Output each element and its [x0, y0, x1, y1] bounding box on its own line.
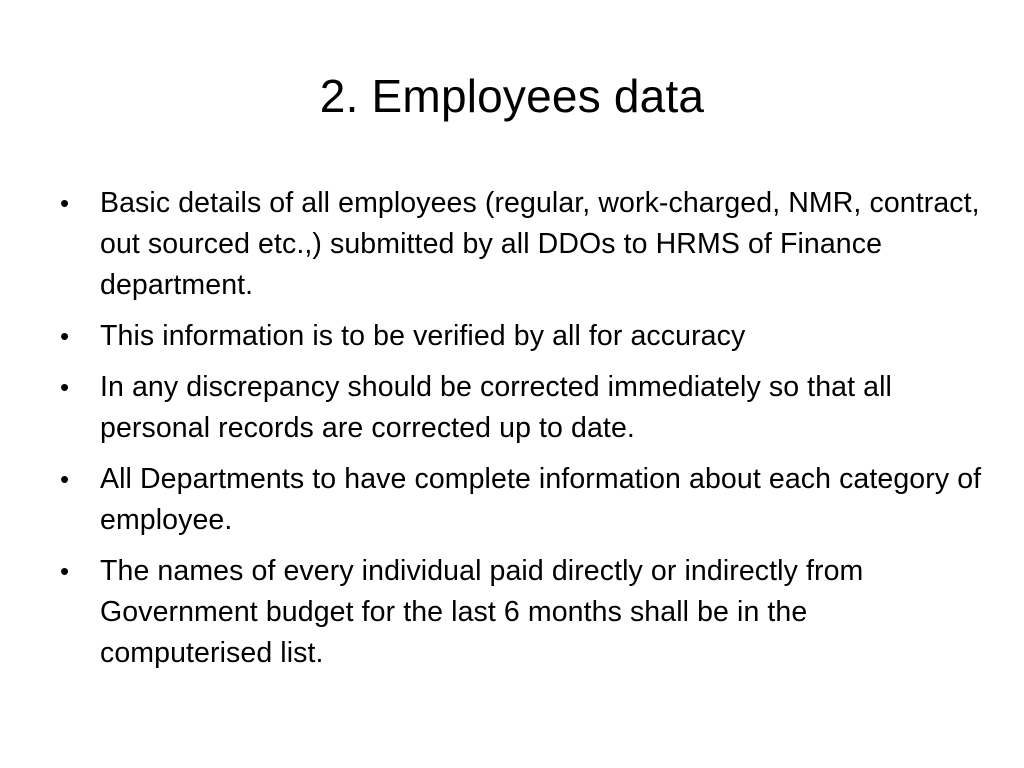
bullet-text: Basic details of all employees (regular, work-charged, NMR, contract, out sourced etc.,) submitted by all DDOs to HRMS of Finance department.: [100, 187, 980, 301]
bullet-item-computerised-list: [56, 551, 986, 674]
bullet-text: The names of every individual paid directly or indirectly from Government budget for the last 6 months shall be in the computerised list.: [100, 555, 864, 669]
slide-title: 2. Employees data: [319, 70, 705, 122]
bullet-list: [56, 183, 986, 684]
bullet-item-discrepancy: [56, 367, 986, 449]
bullet-item-verification: [56, 316, 986, 357]
bullet-item-departments: [56, 459, 986, 541]
bullet-text: This information is to be verified by all for accuracy: [100, 320, 746, 352]
bullet-item-employee-details: [56, 183, 986, 306]
bullet-icon: •: [60, 321, 70, 351]
bullet-icon: •: [60, 464, 70, 494]
bullet-text: All Departments to have complete information about each category of employee.: [100, 463, 982, 536]
bullet-icon: •: [60, 188, 70, 218]
bullet-icon: •: [60, 372, 70, 402]
bullet-icon: •: [60, 556, 70, 586]
bullet-text: In any discrepancy should be corrected immediately so that all personal records are corrected up to date.: [100, 371, 892, 444]
